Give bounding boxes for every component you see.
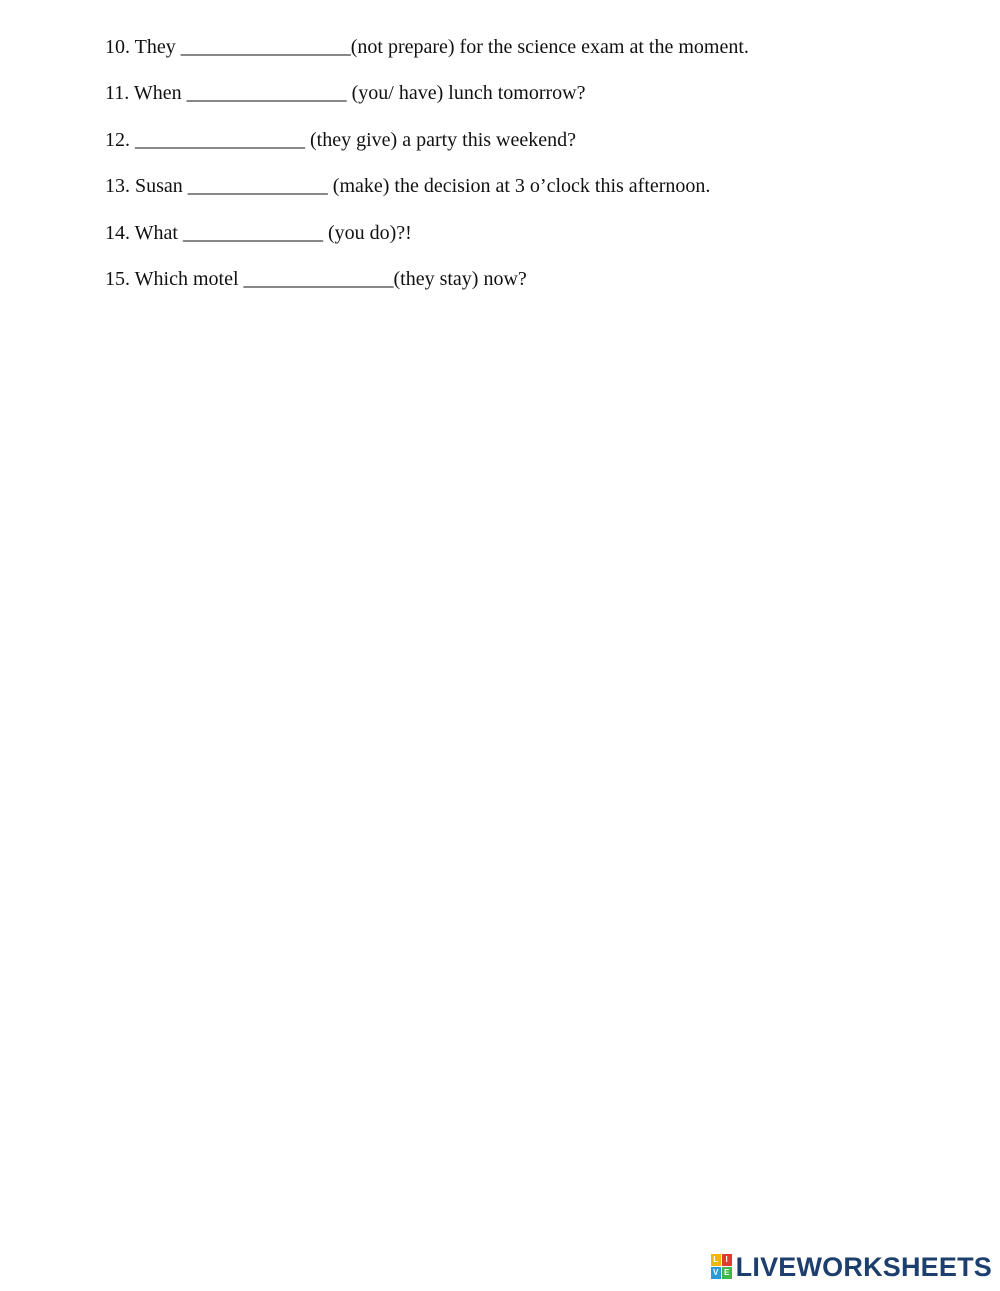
logo-block-l: L	[711, 1254, 721, 1266]
question-12: 12. _________________ (they give) a party this weekend?	[105, 128, 577, 151]
question-10: 10. They _________________(not prepare) for the science exam at the moment.	[105, 36, 749, 58]
logo-block-i: I	[722, 1254, 732, 1266]
logo-wordmark: LIVEWORKSHEETS	[735, 1252, 992, 1282]
question-15: 15. Which motel _______________(they stay) now?	[105, 267, 527, 290]
question-list	[105, 33, 965, 311]
logo-block-v: V	[711, 1267, 721, 1279]
logo-block-e: E	[722, 1267, 732, 1279]
question-14: 14. What ______________ (you do)?!	[105, 221, 412, 244]
question-11: 11. When ________________ (you/ have) lunch tomorrow?	[105, 82, 586, 105]
liveworksheets-logo-icon	[711, 1254, 733, 1280]
liveworksheets-logo	[711, 1252, 992, 1282]
question-13: 13. Susan ______________ (make) the decision at 3 o’clock this afternoon.	[105, 175, 711, 198]
